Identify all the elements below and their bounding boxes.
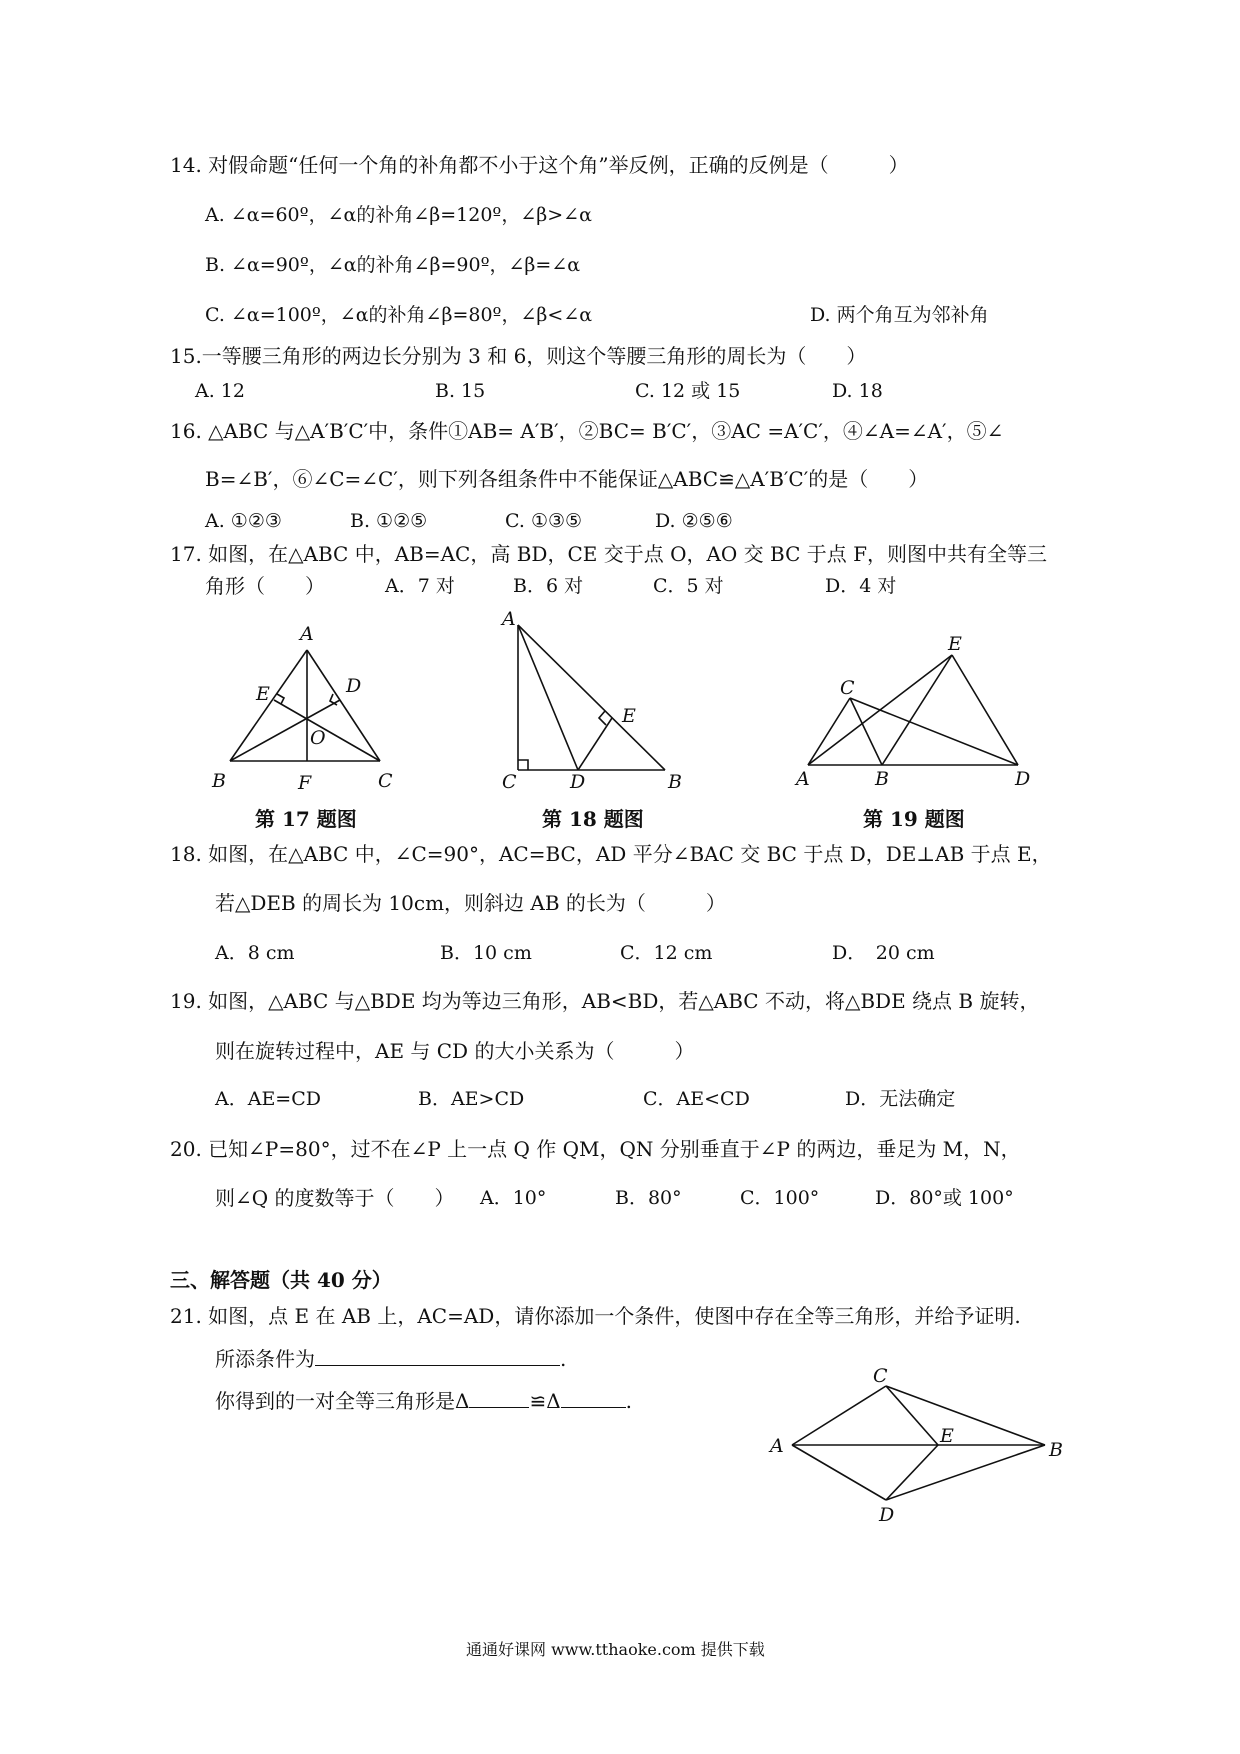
- q18-line2: 若△DEB 的周长为 10cm，则斜边 AB 的长为（ ）: [215, 891, 726, 915]
- fig21-segment-db: [886, 1445, 1045, 1500]
- fig21-segment-cb: [886, 1386, 1045, 1445]
- q14-option-b: B. ∠α=90º，∠α的补角∠β=90º，∠β=∠α: [205, 254, 581, 276]
- q21-line1: 21. 如图，点 E 在 AB 上，AC=AD，请你添加一个条件，使图中存在全等三角形，并给予证明.: [170, 1304, 1021, 1328]
- q21-line2-end: .: [560, 1347, 567, 1371]
- fig21-label-a: A: [770, 1435, 784, 1457]
- q18-option-a: A．8 cm: [215, 942, 295, 964]
- q17-option-d: D．4 对: [825, 575, 897, 597]
- fig18-label-e: E: [622, 705, 636, 727]
- q20-line1: 20. 已知∠P=80°，过不在∠P 上一点 Q 作 QM，QN 分别垂直于∠P 的两边，垂足为 M，N，: [170, 1137, 1021, 1161]
- q18-line1: 18. 如图，在△ABC 中，∠C=90°，AC=BC，AD 平分∠BAC 交 BC 于点 D，DE⊥AB 于点 E，: [170, 842, 1052, 866]
- fig17-label-c: C: [378, 770, 393, 792]
- fig19-label-e: E: [948, 633, 962, 655]
- fig17-label-d: D: [346, 675, 362, 697]
- fig19-label-d: D: [1015, 768, 1031, 790]
- q20-line2-stem: 则∠Q 的度数等于（ ）: [215, 1186, 455, 1210]
- q14-option-c: C. ∠α=100º，∠α的补角∠β=80º，∠β<∠α: [205, 304, 593, 326]
- q16-line1: 16. △ABC 与△A′B′C′中，条件①AB= A′B′，②BC= B′C′，③AC =A′C′，④∠A=∠A′，⑤∠: [170, 419, 1004, 443]
- q19-line1: 19. 如图，△ABC 与△BDE 均为等边三角形，AB<BD，若△ABC 不动，将△BDE 绕点 B 旋转，: [170, 989, 1040, 1013]
- fig18-label-c: C: [502, 771, 517, 793]
- fig21-label-e: E: [940, 1425, 954, 1447]
- fig18-label-a: A: [502, 608, 516, 630]
- q17-line1: 17. 如图，在△ABC 中，AB=AC，高 BD，CE 交于点 O，AO 交 BC 于点 F，则图中共有全等三: [170, 542, 1047, 566]
- q19-option-a: A．AE=CD: [215, 1088, 322, 1110]
- q15-stem: 15.一等腰三角形的两边长分别为 3 和 6，则这个等腰三角形的周长为（ ）: [170, 344, 867, 368]
- q21-line3-end: .: [625, 1389, 633, 1413]
- fig19-label-c: C: [840, 677, 855, 699]
- q19-line2: 则在旋转过程中，AE 与 CD 的大小关系为（ ）: [215, 1039, 695, 1063]
- q21-congruent-pair-label: 你得到的一对全等三角形是Δ: [215, 1389, 470, 1413]
- q14-option-a: A. ∠α=60º，∠α的补角∠β=120º，∠β>∠α: [205, 204, 592, 226]
- page-footer: 通通好课网 www.tthaoke.com 提供下载: [466, 1640, 765, 1659]
- q14-stem: 14. 对假命题“任何一个角的补角都不小于这个角”举反例，正确的反例是（ ）: [170, 153, 909, 177]
- q14-option-d: D. 两个角互为邻补角: [810, 304, 989, 326]
- fig21-label-d: D: [879, 1504, 895, 1526]
- q20-option-d: D．80°或 100°: [875, 1187, 1014, 1209]
- q19-option-c: C．AE<CD: [643, 1088, 750, 1110]
- q16-option-a: A. ①②③: [205, 510, 282, 532]
- fig17-label-b: B: [212, 770, 226, 792]
- fig17-caption: 第 17 题图: [255, 807, 357, 831]
- fig19-label-a: A: [796, 768, 810, 790]
- q16-option-c: C. ①③⑤: [505, 510, 583, 532]
- q18-option-b: B．10 cm: [440, 942, 532, 964]
- fig21-segment-ac: [792, 1386, 886, 1445]
- q20-option-b: B．80°: [615, 1187, 682, 1209]
- fig18-label-b: B: [668, 771, 682, 793]
- fig17-label-e: E: [256, 683, 270, 705]
- fig19-caption: 第 19 题图: [863, 807, 965, 831]
- fig18-label-d: D: [570, 771, 586, 793]
- q19-option-d: D．无法确定: [845, 1088, 956, 1110]
- q17-option-b: B．6 对: [513, 575, 584, 597]
- q15-option-d: D. 18: [832, 380, 883, 402]
- q15-option-b: B. 15: [435, 380, 486, 402]
- q16-option-b: B. ①②⑤: [350, 510, 428, 532]
- section-3-title: 三、解答题（共 40 分）: [170, 1268, 392, 1292]
- q17-option-a: A．7 对: [385, 575, 455, 597]
- fig17-label-a: A: [300, 623, 314, 645]
- q20-option-c: C．100°: [740, 1187, 820, 1209]
- q20-option-a: A．10°: [480, 1187, 547, 1209]
- q18-option-c: C．12 cm: [620, 942, 713, 964]
- q18-option-d: D． 20 cm: [832, 942, 935, 964]
- fig21-segment-ad: [792, 1445, 886, 1500]
- q15-option-a: A. 12: [195, 380, 245, 402]
- fig17-label-o: O: [310, 727, 326, 749]
- fig21-label-b: B: [1049, 1439, 1063, 1461]
- fig21-label-c: C: [873, 1365, 888, 1387]
- fig18-caption: 第 18 题图: [542, 807, 644, 831]
- q16-line2: B=∠B′，⑥∠C=∠C′，则下列各组条件中不能保证△ABC≌△A′B′C′的是（ ）: [205, 467, 929, 491]
- q16-option-d: D. ②⑤⑥: [655, 510, 733, 532]
- q15-option-c: C. 12 或 15: [635, 380, 741, 402]
- q19-option-b: B．AE>CD: [418, 1088, 525, 1110]
- fig19-label-b: B: [875, 768, 889, 790]
- fig17-label-f: F: [298, 772, 312, 794]
- q21-congruent-symbol: ≌Δ: [529, 1389, 561, 1413]
- q17-option-c: C．5 对: [653, 575, 724, 597]
- q21-added-condition-label: 所添条件为: [215, 1347, 315, 1371]
- q17-line2-stem: 角形（ ）: [205, 574, 325, 598]
